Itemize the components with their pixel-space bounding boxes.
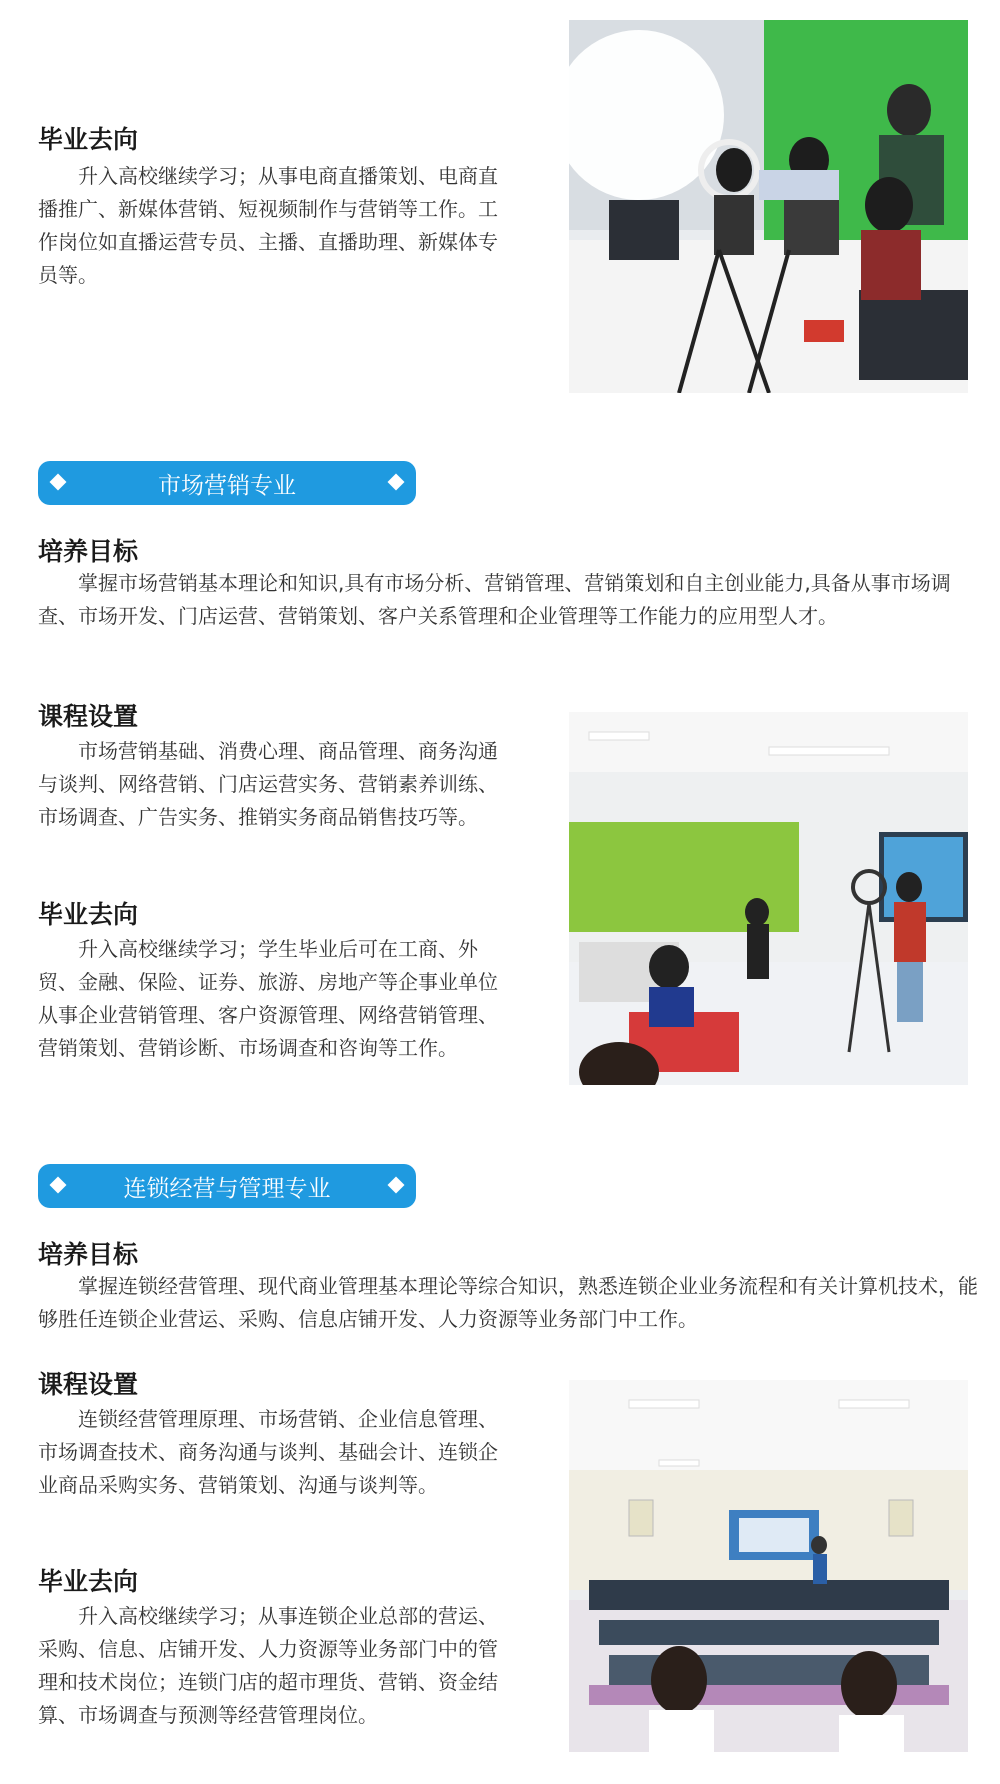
diamond-icon (50, 474, 67, 491)
computer-lab-photo (569, 1380, 968, 1752)
course-text-3: 连锁经营管理原理、市场营销、企业信息管理、市场调查技术、商务沟通与谈判、基础会计、连锁企业商品采购实务、营销策划、沟通与谈判等。 (38, 1407, 498, 1497)
major-banner-marketing (38, 461, 416, 505)
grad-heading-2: 毕业去向 (38, 900, 139, 929)
goal-text-2: 掌握市场营销基本理论和知识,具有市场分析、营销管理、营销策划和自主创业能力,具备从事市场调查、市场开发、门店运营、营销策划、客户关系管理和企业管理等工作能力的应用型人才。 (38, 571, 951, 628)
grad-heading-3: 毕业去向 (38, 1567, 139, 1596)
marketing-classroom-photo (569, 712, 968, 1085)
diamond-icon (388, 474, 405, 491)
goal-text-3: 掌握连锁经营管理、现代商业管理基本理论等综合知识，熟悉连锁企业业务流程和有关计算机技术，能够胜任连锁企业营运、采购、信息店铺开发、人力资源等业务部门中工作。 (38, 1274, 978, 1331)
diamond-icon (50, 1177, 67, 1194)
grad-text-2: 升入高校继续学习；学生毕业后可在工商、外贸、金融、保险、证券、旅游、房地产等企事业单位从事企业营销管理、客户资源管理、网络营销管理、营销策划、营销诊断、市场调查和咨询等工作。 (38, 937, 498, 1060)
major-banner-chain (38, 1164, 416, 1208)
course-heading-2: 课程设置 (38, 702, 139, 731)
course-text-2: 市场营销基础、消费心理、商品管理、商务沟通与谈判、网络营销、门店运营实务、营销素养训练、市场调查、广告实务、推销实务商品销售技巧等。 (38, 739, 498, 829)
grad-text-1: 升入高校继续学习；从事电商直播策划、电商直播推广、新媒体营销、短视频制作与营销等工作。工作岗位如直播运营专员、主播、直播助理、新媒体专员等。 (38, 164, 498, 287)
goal-heading-3: 培养目标 (38, 1240, 139, 1269)
grad-heading-1: 毕业去向 (38, 125, 139, 154)
banner-title: 市场营销专业 (158, 472, 296, 499)
diamond-icon (388, 1177, 405, 1194)
banner-title: 连锁经营与管理专业 (123, 1175, 331, 1202)
grad-text-3: 升入高校继续学习；从事连锁企业总部的营运、采购、信息、店铺开发、人力资源等业务部门中的管理和技术岗位；连锁门店的超市理货、营销、资金结算、市场调查与预测等经营管理岗位。 (38, 1604, 498, 1727)
goal-heading-2: 培养目标 (38, 537, 139, 566)
course-heading-3: 课程设置 (38, 1370, 139, 1399)
livestream-studio-photo (569, 20, 968, 393)
